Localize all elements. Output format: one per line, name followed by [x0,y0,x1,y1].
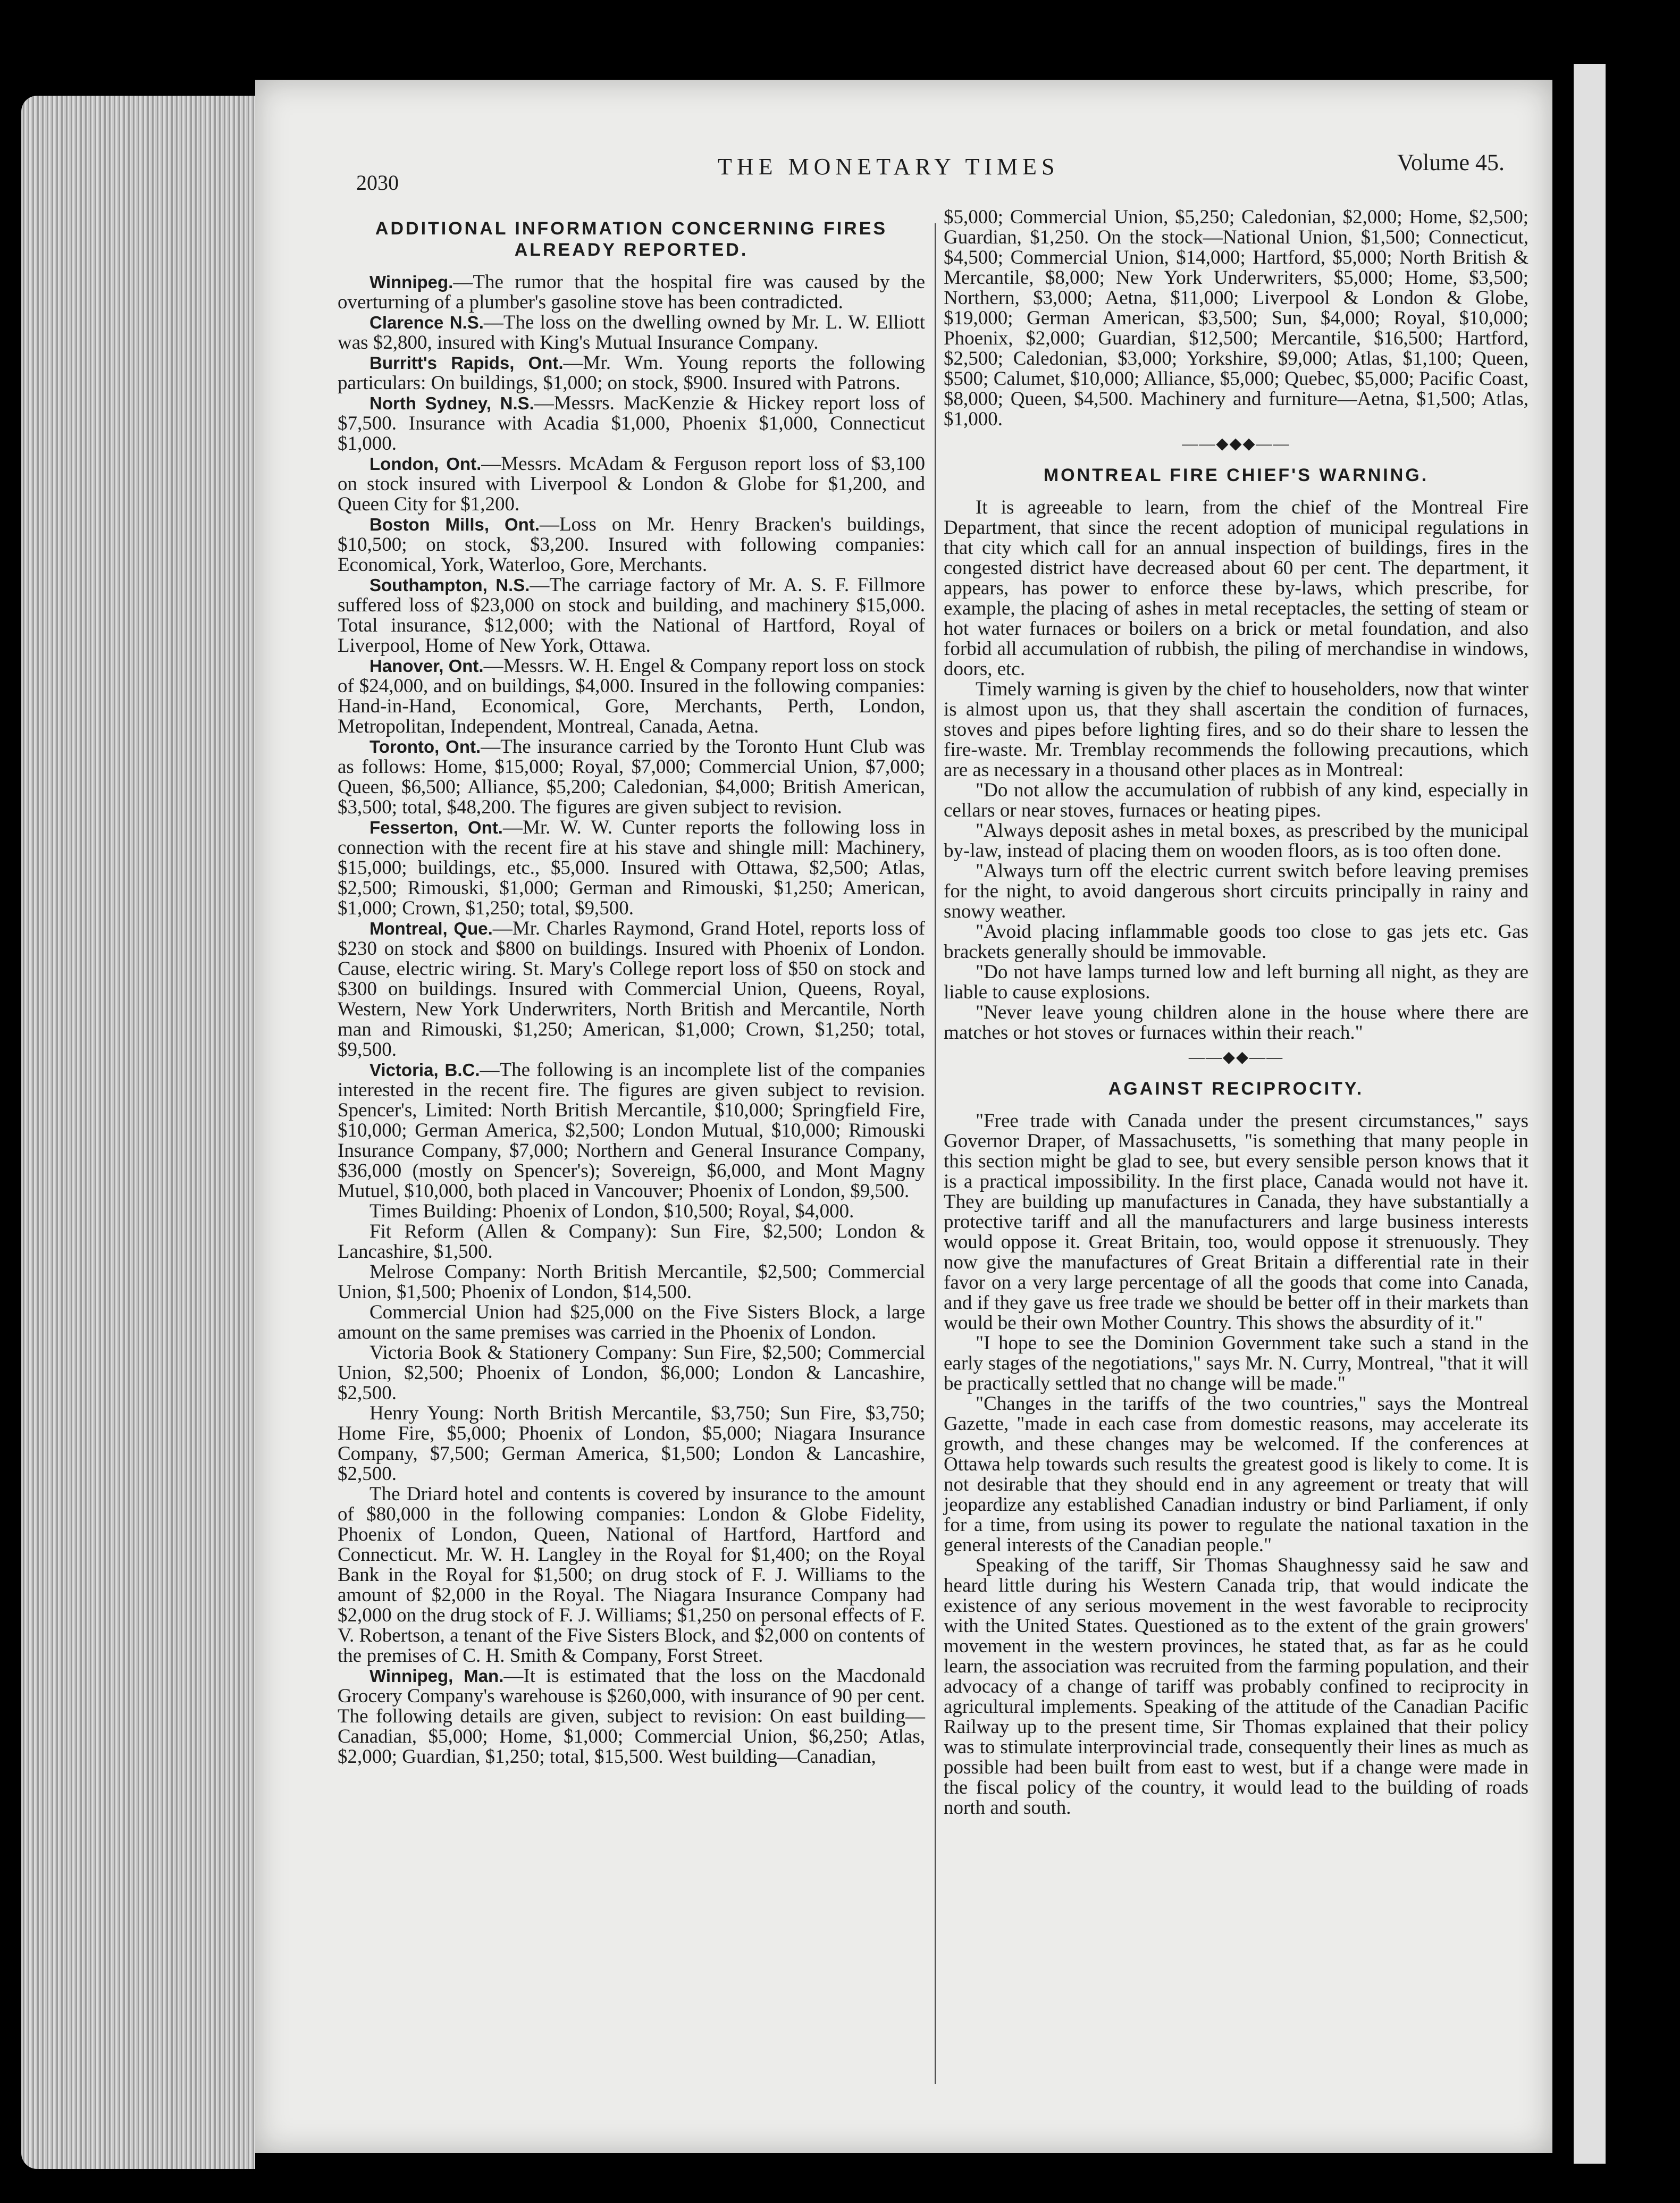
victoria-paragraph: Melrose Company: North British Mercantile, $2,500; Commercial Union, $1,500; Phoenix of London, $14,500. [338,1261,925,1303]
entry-text: —The rumor that the hospital fire was caused by the overturning of a plumber's gasoline stove has been contradicted. [338,271,925,313]
fire-entry [338,454,925,515]
section-heading-fires: ADDITIONAL INFORMATION CONCERNING FIRES ALREADY REPORTED. [375,218,888,260]
entry-location: London, Ont. [369,454,482,474]
entry-location: Winnipeg, Man. [369,1666,504,1686]
page-header [356,149,1505,195]
article-paragraph: Timely warning is given by the chief to householders, now that winter is almost upon us, that they shall ascertain the condition of furnaces, stoves and pipes before lighting fires, and so do their share to lessen the fire-waste. Mr. Tremblay recommends the following precautions, which are as necessary in a thousand other places as in Montreal: [944,678,1528,781]
facing-page-edge [1574,64,1606,2164]
volume-label: Volume 45. [1397,149,1505,175]
entry-text: —The insurance carried by the Toronto Hunt Club was as follows: Home, $15,000; Royal, $7,000; Commercial Union, $7,000; Queen, $6,500; Alliance, $5,200; Caledonian, $4,000; British American, $3,500; total, $48,200. The figures are given subject to revision. [338,736,925,818]
entry-location: North Sydney, N.S. [369,393,534,413]
victoria-paragraph: Fit Reform (Allen & Company): Sun Fire, $2,500; London & Lancashire, $1,500. [338,1221,925,1263]
article-paragraph: "I hope to see the Dominion Government take such a stand in the early stages of the negotiations," says Mr. N. Curry, Montreal, "that it will be practically settled that no change will be made." [944,1332,1528,1394]
fire-entry [338,515,925,575]
journal-title: THE MONETARY TIMES [718,154,1060,180]
entry-location: Burritt's Rapids, Ont. [369,353,564,373]
victoria-paragraph: The Driard hotel and contents is covered by insurance to the amount of $80,000 in the following companies: London & Globe Fidelity, Phoenix of London, Queen, National of Hartford, Hartford and Connecticut. Mr. W. H. Langley in the Royal for $1,400; on the Royal Bank in the Royal for $1,500; on drug stock of F. J. Williams to the amount of $2,000 in the Royal. The Niagara Insurance Company had $2,000 on the drug stock of F. J. Williams; $1,250 on personal effects of F. V. Robertson, a tenant of the Five Sisters Block, and $2,000 on contents of the premises of C. H. Smith & Company, Forst Street. [338,1483,925,1667]
entry-location: Winnipeg. [369,272,453,292]
book-page-edges [21,96,255,2169]
entry-text: —The carriage factory of Mr. A. S. F. Fillmore suffered loss of $23,000 on stock and building, and machinery $15,000. Total insurance, $12,000; with the National of Hartford, Royal of Liverpool, Home of New York, Ottawa. [338,574,925,657]
entry-location: Toronto, Ont. [369,737,481,756]
right-column [944,207,1528,1818]
fire-entry [338,1060,925,1201]
entry-text: —Mr. Wm. Young reports the following particulars: On buildings, $1,000; on stock, $900. Insured with Patrons. [338,352,925,394]
fire-entry [338,575,925,656]
entry-text: —Mr. Charles Raymond, Grand Hotel, reports loss of $230 on stock and $800 on buildings. Insured with Phoenix of London. Cause, electric wiring. St. Mary's College report loss of $50 on stock and $300 on buildings. Insured with Commercial Union, Queens, Royal, Western, New York Underwriters, North British and Mercantile, North man and Rimouski, $1,250; American, $1,000; Crown, $1,250; total, $9,500. [338,918,925,1061]
entry-text: —Messrs. MacKenzie & Hickey report loss of $7,500. Insurance with Acadia $1,000, Phoenix $1,000, Connecticut $1,000. [338,392,926,455]
entry-location: Victoria, B.C. [369,1060,480,1080]
continuation-paragraph: $5,000; Commercial Union, $5,250; Caledonian, $2,000; Home, $2,500; Guardian, $1,250. On the stock—National Union, $1,500; Connecticut, $4,500; Commercial Union, $14,000; Hartford, $5,000; North British & Mercantile, $8,000; New York Underwriters, $5,000; Home, $3,500; Northern, $3,000; Aetna, $11,000; Liverpool & London & Globe, $19,000; German American, $3,500; Sun, $4,000; Royal, $10,000; Phoenix, $2,000; Guardian, $12,500; Mercantile, $16,500; Hartford, $2,500; Caledonian, $3,000; Yorkshire, $9,000; Atlas, $1,100; Queen, $500; Calumet, $10,000; Alliance, $5,000; Quebec, $5,000; Pacific Coast, $8,000; Queen, $4,500. Machinery and furniture—Aetna, $1,500; Atlas, $1,000. [944,206,1528,430]
section-heading-reciprocity: AGAINST RECIPROCITY. [1108,1079,1364,1099]
entry-text: —The following is an incomplete list of the companies interested in the recent fire. The figures are given subject to revision. Spencer's, Limited: North British Mercantile, $10,000; Springfield Fire, $10,000; German America, $2,500; London Mutual, $10,000; Rimouski Insurance Company, $7,000; Northern and General Insurance Company, $36,000 (mostly on Spencer's); Sovereign, $6,000, and Mont Magny Mutuel, $10,000, both placed in Vancouver; Phoenix of London, $9,500. [338,1059,925,1202]
entry-location: Hanover, Ont. [369,656,484,676]
fire-entry [338,818,925,919]
victoria-paragraph: Times Building: Phoenix of London, $10,500; Royal, $4,000. [369,1200,854,1222]
article-paragraph: "Avoid placing inflammable goods too close to gas jets etc. Gas brackets generally should be immovable. [944,921,1528,963]
entry-text: —Messrs. McAdam & Ferguson report loss of $3,100 on stock insured with Liverpool & London & Globe for $1,200, and Queen City for $1,200. [338,453,925,515]
ornament-divider: ——◆◆◆—— [1182,435,1290,452]
victoria-paragraph: Henry Young: North British Mercantile, $3,750; Sun Fire, $3,750; Home Fire, $5,000; Phoenix of London, $5,000; Niagara Insurance Company, $7,500; German America, $1,500; London & Lancashire, $2,500. [338,1402,925,1485]
fire-entry [338,656,925,737]
entry-location: Boston Mills, Ont. [369,515,540,534]
article-paragraph: "Never leave young children alone in the house where there are matches or hot stoves or furnaces within their reach." [944,1002,1528,1044]
entry-text: —The loss on the dwelling owned by Mr. L. W. Elliott was $2,800, insured with King's Mutual Insurance Company. [338,312,925,354]
article-paragraph: It is agreeable to learn, from the chief of the Montreal Fire Department, that since the recent adoption of municipal regulations in that city which call for an annual inspection of buildings, fires in the congested district have decreased about 60 per cent. The department, it appears, has power to enforce these by-laws, which prescribe, for example, the placing of ashes in metal receptacles, the setting of steam or hot water furnaces or boilers on a brick or metal foundation, and also forbid all accumulation of rubbish, the piling of merchandise in windows, doors, etc. [944,497,1528,680]
fire-entry [338,737,925,818]
entry-text: —Mr. W. W. Cunter reports the following loss in connection with the recent fire at his stave and shingle mill: Machinery, $15,000; buildings, etc., $5,000. Insured with Ottawa, $2,500; Atlas, $2,500; Rimouski, $1,000; German and Rimouski, $1,250; American, $1,000; Crown, $1,250; total, $9,500. [338,817,926,919]
fire-entry [338,919,925,1060]
victoria-paragraph: Commercial Union had $25,000 on the Five Sisters Block, a large amount on the same premises was carried in the Phoenix of London. [338,1301,925,1343]
column-rule [935,223,936,2084]
ornament-divider: ——◆◆—— [1188,1048,1284,1066]
page-number: 2030 [356,171,399,195]
entry-text: —Loss on Mr. Henry Bracken's buildings, $10,500; on stock, $3,200. Insured with following companies: Economical, York, Waterloo, Gore, Merchants. [338,514,925,576]
fire-entry [338,393,925,454]
fire-entry [338,1666,925,1767]
entry-text: —It is estimated that the loss on the Macdonald Grocery Company's warehouse is $260,000, with insurance of 90 per cent. The following details are given, subject to revision: On east building—Canadian, $5,000; Home, $1,000; Commercial Union, $6,250; Atlas, $2,000; Guardian, $1,250; total, $15,500. West building—Canadian, [338,1665,925,1768]
entry-text: —Messrs. W. H. Engel & Company report loss on stock of $24,000, and on buildings, $4,000. Insured in the following companies: Hand-in-Hand, Economical, Gore, Merchants, Perth, London, Metropolitan, Independent, Montreal, Canada, Aetna. [338,655,925,737]
article-paragraph: Speaking of the tariff, Sir Thomas Shaughnessy said he saw and heard little during his Western Canada trip, that would indicate the existence of any serious movement in the west favorable to reciprocity with the United States. Questioned as to the extent of the grain growers' movement in the western provinces, he stated that, as far as he could learn, the association was recruited from the farming population, and their advocacy of a change of tariff was probably confined to reciprocity in agricultural implements. Speaking of the attitude of the Canadian Pacific Railway up to the present time, Sir Thomas explained that their policy was to stimulate interprovincial trade, consequently their lines as much as possible had been built from east to west, but if a change were made in the fiscal policy of the country, it would lead to the building of roads north and south. [944,1554,1528,1819]
entry-location: Montreal, Que. [369,919,493,938]
entry-location: Southampton, N.S. [369,575,530,595]
entry-location: Fesserton, Ont. [369,818,503,837]
entry-location: Clarence N.S. [369,313,484,332]
fire-entry [338,272,925,313]
section-heading-fire-chief: MONTREAL FIRE CHIEF'S WARNING. [1043,465,1429,485]
article-paragraph: "Do not allow the accumulation of rubbish of any kind, especially in cellars or near stoves, furnaces or heating pipes. [944,779,1528,821]
fire-entry [338,353,925,393]
article-paragraph: "Do not have lamps turned low and left burning all night, as they are liable to cause explosions. [944,961,1528,1003]
fire-entry [338,313,925,353]
article-paragraph: "Always deposit ashes in metal boxes, as prescribed by the municipal by-law, instead of placing them on wooden floors, as is too often done. [944,820,1528,862]
article-paragraph: "Free trade with Canada under the present circumstances," says Governor Draper, of Massachusetts, "is something that many people in this section might be glad to see, but every sensible person knows that it is a practical impossibility. In the first place, Canada would not have it. They are building up manufactures in Canada, they have substantially a protective tariff and all the manufacturers and large business interests would oppose it. Great Britain, too, would oppose it strenuously. They now give the manufactures of Great Britain a differential rate in their favor on a very large percentage of all the goods that come into Canada, and if they gave us free trade we should be better off in their markets than would be their own Mother Country. This shows the absurdity of it." [944,1110,1528,1334]
left-column [338,213,925,1767]
victoria-paragraph: Victoria Book & Stationery Company: Sun Fire, $2,500; Commercial Union, $2,500; Phoenix of London, $6,000; London & Lancashire, $2,500. [338,1342,925,1404]
article-paragraph: "Changes in the tariffs of the two countries," says the Montreal Gazette, "made in each case from domestic reasons, may accelerate its growth, and these changes may be welcomed. If the conferences at Ottawa help towards such results the greatest good is likely to come. It is not desirable that they should end in any agreement or treaty that will jeopardize any established Canadian industry or bind Parliament, if only for a time, from using its power to regulate the national taxation in the general interests of the Canadian people." [944,1393,1528,1556]
article-paragraph: "Always turn off the electric current switch before leaving premises for the night, to avoid dangerous short circuits principally in rainy and snowy weather. [944,860,1528,922]
